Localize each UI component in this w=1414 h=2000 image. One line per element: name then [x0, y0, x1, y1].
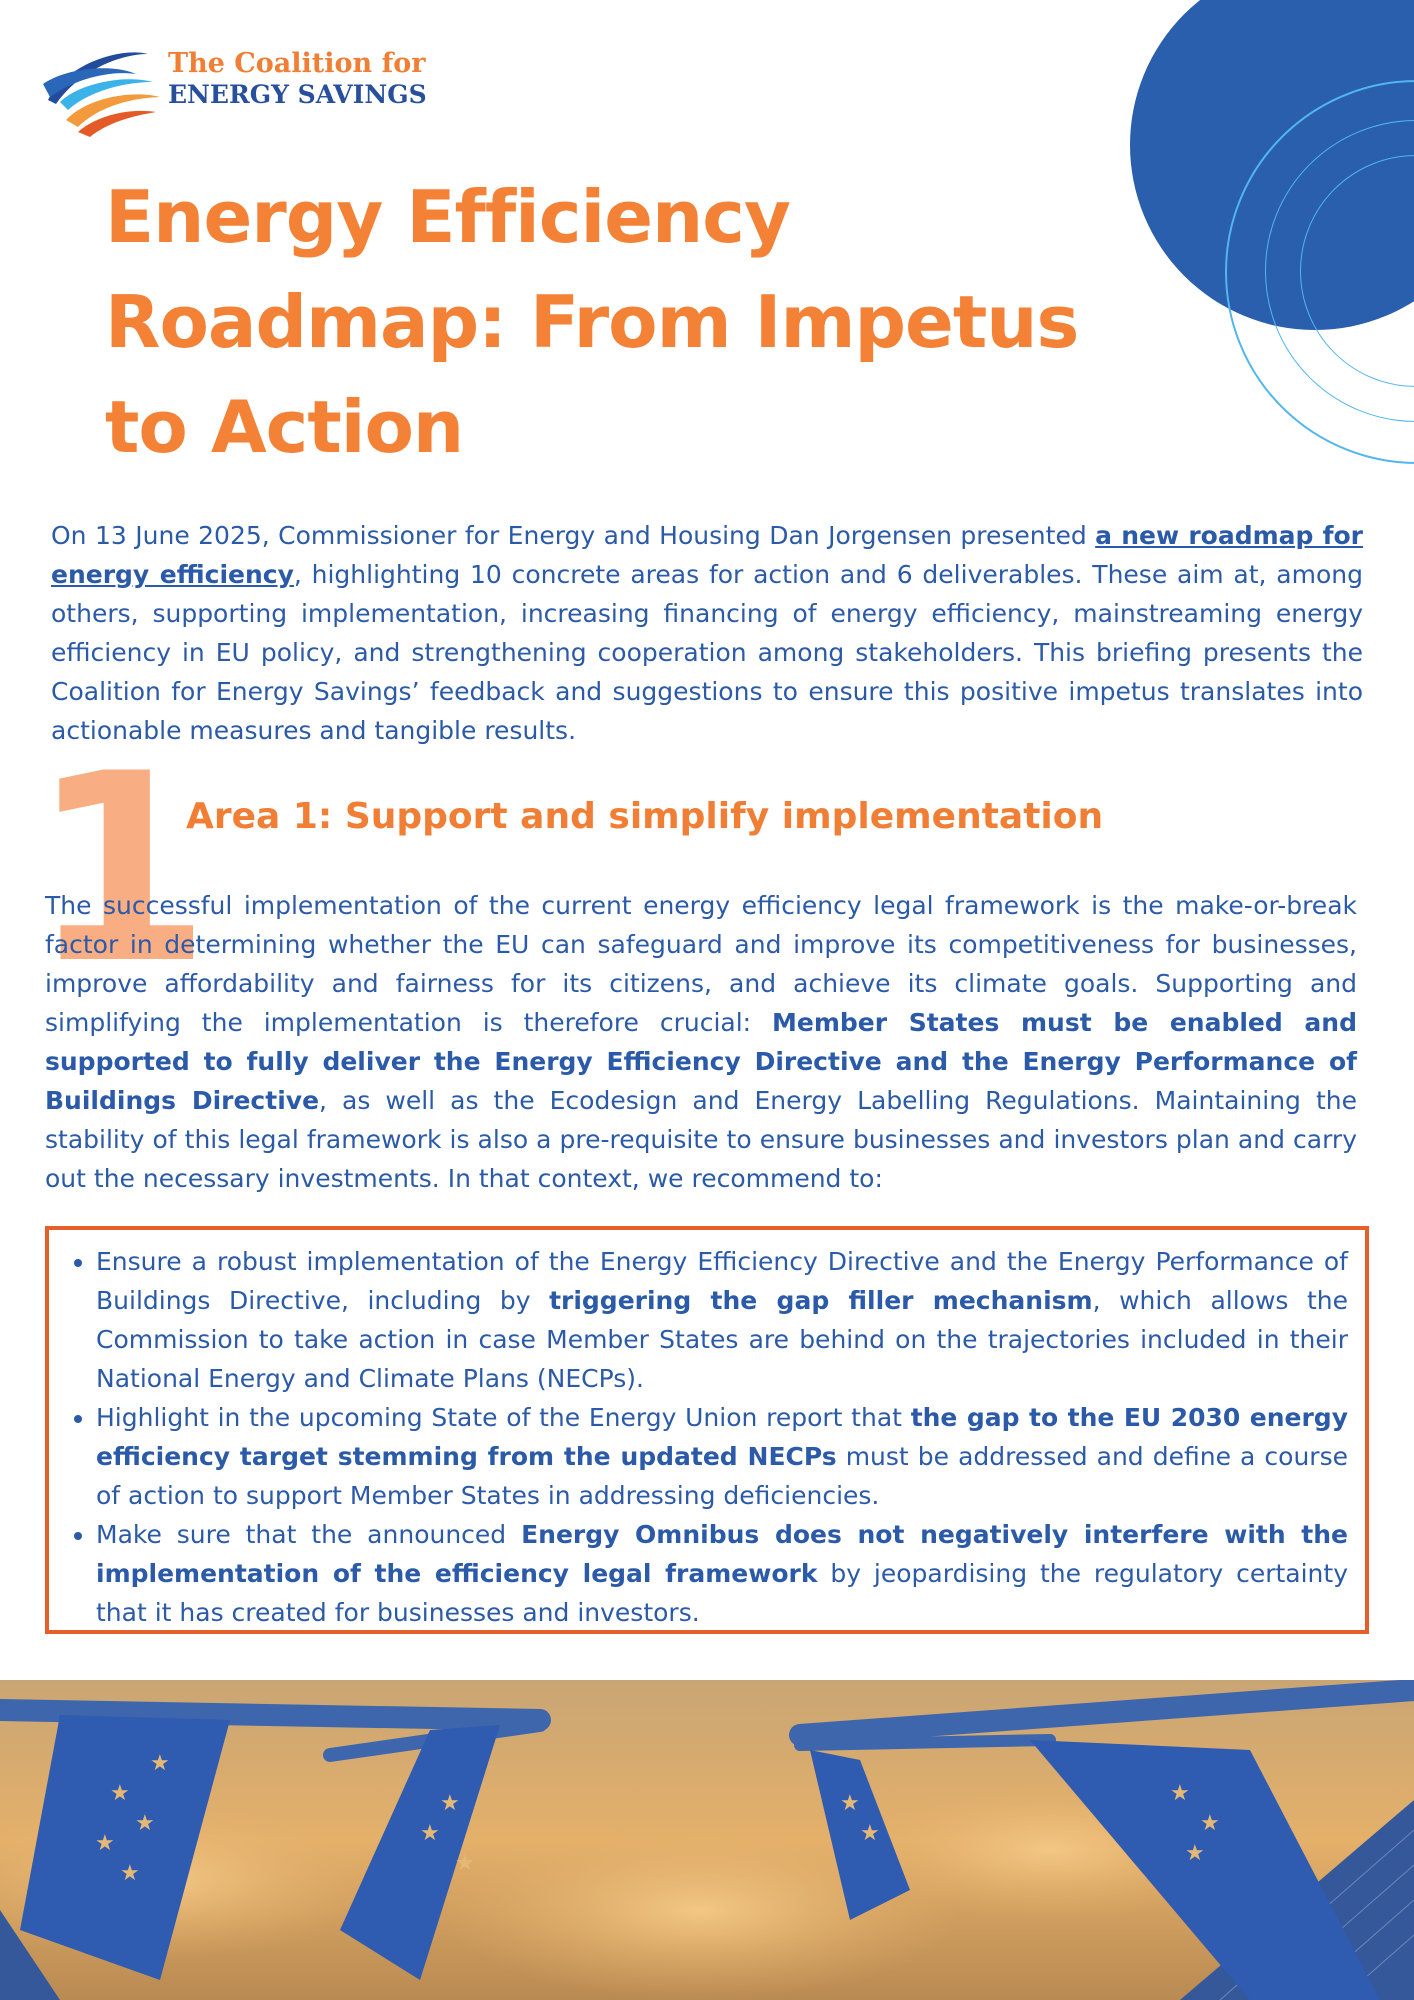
eu-flags-photo [0, 1680, 1414, 2000]
area-text-bold: Member States must be enabled and supported to fully deliver the Energy Efficiency Directive and the Energy Performance of Buildings Directive [45, 1008, 1357, 1115]
list-item [96, 1242, 1348, 1398]
svg-text:★: ★ [1200, 1811, 1220, 1836]
rec-text: must be addressed and define a course of action to support Member States in addressing deficiencies. [96, 1442, 1348, 1510]
svg-text:★: ★ [110, 1781, 130, 1806]
svg-text:★: ★ [120, 1861, 140, 1886]
rec-bold: the gap to the EU 2030 energy efficiency target stemming from the updated NECPs [96, 1403, 1349, 1471]
rec-bold: triggering the gap filler mechanism [549, 1286, 1093, 1315]
logo-text-line1: The Coalition for [168, 48, 426, 79]
area-heading: Area 1: Support and simplify implementation [186, 796, 1104, 837]
rec-bold: Energy Omnibus does not negatively interfere with the implementation of the efficiency legal framework [96, 1520, 1348, 1588]
page-title: Energy Efficiency Roadmap: From Impetus to Action [105, 175, 1079, 469]
roadmap-link[interactable]: a new roadmap for energy efficiency [51, 521, 1364, 589]
svg-text:★: ★ [840, 1791, 860, 1816]
svg-text:★: ★ [150, 1751, 170, 1776]
intro-paragraph [51, 516, 1363, 750]
svg-text:★: ★ [455, 1851, 475, 1876]
svg-text:★: ★ [440, 1791, 460, 1816]
rec-text: Make sure that the announced [96, 1520, 522, 1549]
list-item [96, 1515, 1348, 1632]
recommendations-box [45, 1226, 1369, 1634]
rec-text: by jeopardising the regulatory certainty that it has created for businesses and investors. [96, 1559, 1348, 1627]
svg-text:★: ★ [1170, 1781, 1190, 1806]
svg-text:★: ★ [860, 1821, 880, 1846]
rec-text: Highlight in the upcoming State of the Energy Union report that [96, 1403, 911, 1432]
coalition-logo[interactable] [38, 42, 438, 137]
svg-text:★: ★ [135, 1811, 155, 1836]
recommendations-list [49, 1230, 1365, 1632]
svg-text:★: ★ [95, 1831, 115, 1856]
rec-text: Ensure a robust implementation of the Energy Efficiency Directive and the Energy Performance of Buildings Directive, including by [96, 1247, 1348, 1315]
svg-text:★: ★ [420, 1821, 440, 1846]
intro-text-after-link: , highlighting 10 concrete areas for action and 6 deliverables. These aim at, among others, supporting implementation, increasing financing of energy efficiency, mainstreaming energy efficiency in EU policy, and strengthening cooperation among stakeholders. This briefing presents the Coalition for Energy Savings’ feedback and suggestions to ensure this positive impetus translates into actionable measures and tangible results. [51, 560, 1363, 745]
area-text-part2: , as well as the Ecodesign and Energy Labelling Regulations. Maintaining the stability of this legal framework is also a pre-requisite to ensure businesses and investors plan and carry out the necessary investments. In that context, we recommend to: [45, 1086, 1357, 1193]
swoosh-logo-icon [38, 42, 163, 137]
intro-text-before-link: On 13 June 2025, Commissioner for Energy and Housing Dan Jorgensen presented [51, 521, 1096, 550]
section-number: 1 [30, 719, 211, 1021]
list-item [96, 1398, 1348, 1515]
logo-text-line2: ENERGY SAVINGS [168, 80, 427, 109]
area-paragraph [45, 886, 1357, 1198]
svg-text:★: ★ [1185, 1841, 1205, 1866]
rec-text: , which allows the Commission to take action in case Member States are behind on the trajectories included in their National Energy and Climate Plans (NECPs). [96, 1286, 1348, 1393]
area-text-part1: The successful implementation of the current energy efficiency legal framework is the make-or-break factor in determining whether the EU can safeguard and improve its competitiveness for businesses, improve affordability and fairness for its citizens, and achieve its climate goals. Supporting and simplifying the implementation is therefore crucial: [45, 891, 1357, 1037]
